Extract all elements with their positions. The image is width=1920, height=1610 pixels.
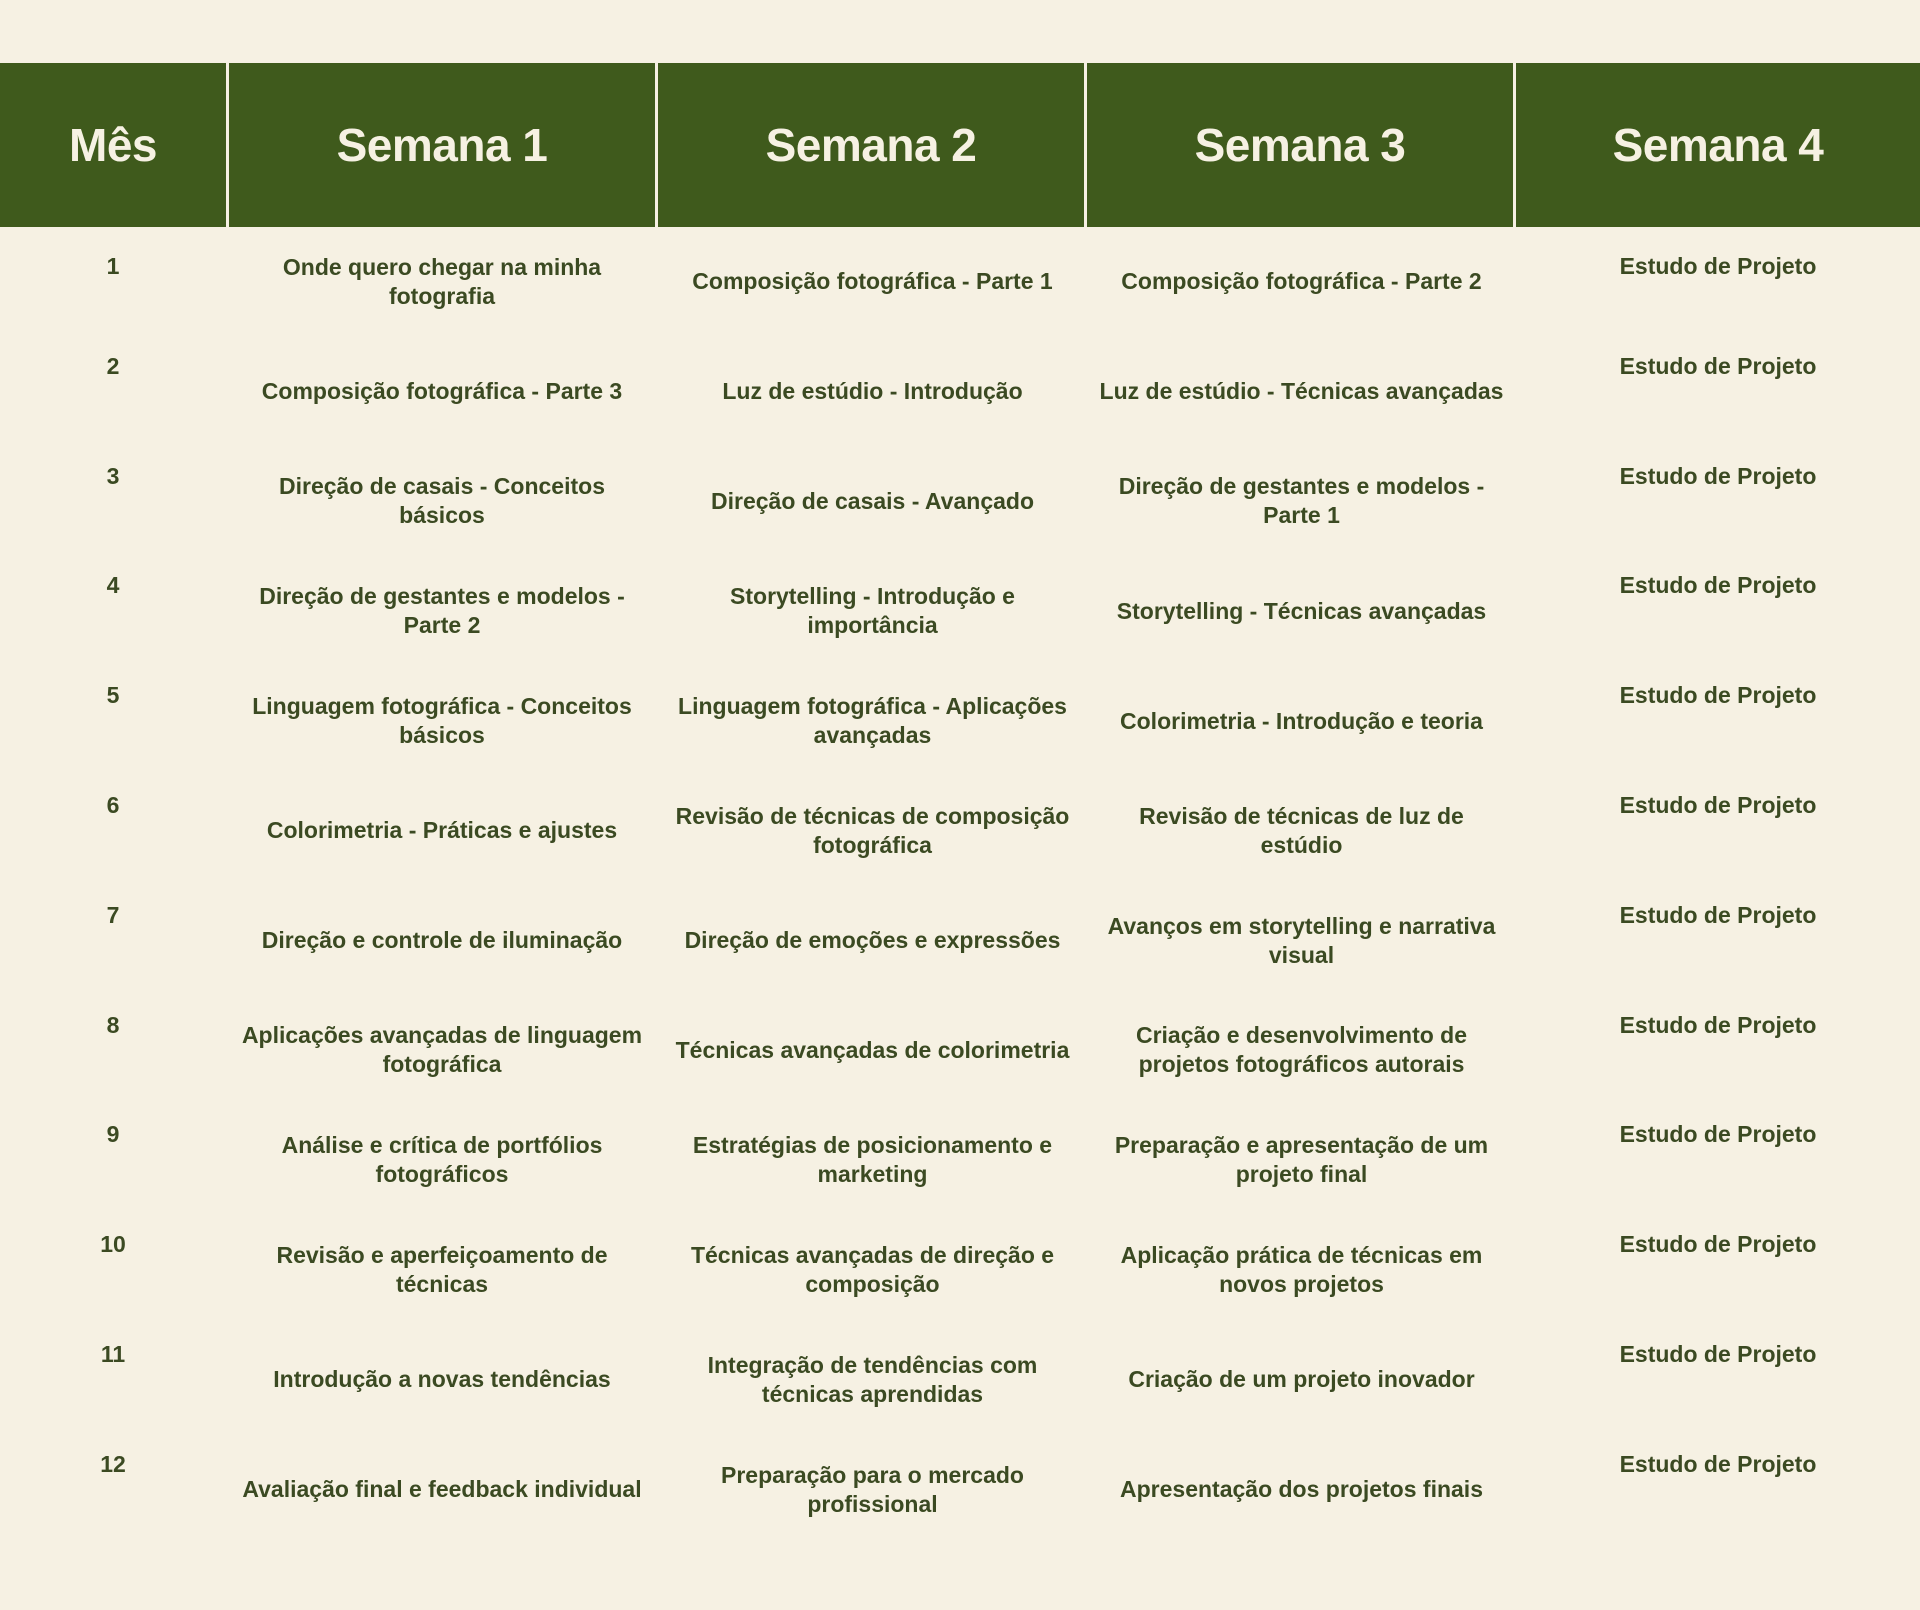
header-week-2: Semana 2 — [765, 119, 977, 171]
month-cell: 3 — [106, 462, 120, 489]
week-1-cell: Revisão e aperfeiçoamento de técnicas — [276, 1242, 608, 1298]
week-1-cell: Colorimetria - Práticas e ajustes — [266, 817, 618, 844]
header-week-4: Semana 4 — [1612, 119, 1824, 171]
week-4-cell: Estudo de Projeto — [1619, 1121, 1817, 1148]
week-3-cell: Aplicação prática de técnicas em novos projetos — [1120, 1242, 1483, 1298]
week-3-cell: Colorimetria - Introdução e teoria — [1120, 707, 1483, 734]
month-cell: 6 — [106, 791, 120, 818]
week-2-cell: Revisão de técnicas de composição fotográfica — [675, 802, 1070, 858]
table-row — [0, 447, 1920, 557]
schedule-table — [0, 63, 1920, 1545]
month-cell: 5 — [106, 682, 120, 709]
header-week-3: Semana 3 — [1194, 119, 1406, 171]
week-3-cell: Criação de um projeto inovador — [1128, 1366, 1475, 1393]
week-4-cell: Estudo de Projeto — [1619, 682, 1817, 709]
week-1-cell: Direção e controle de iluminação — [261, 927, 623, 954]
week-3-cell: Direção de gestantes e modelos - Parte 1 — [1118, 473, 1485, 529]
table-row — [0, 666, 1920, 776]
week-2-cell: Direção de emoções e expressões — [684, 927, 1061, 954]
week-2-cell: Linguagem fotográfica - Aplicações avançadas — [678, 693, 1067, 749]
week-1-cell: Direção de casais - Conceitos básicos — [279, 473, 605, 529]
week-4-cell: Estudo de Projeto — [1619, 901, 1817, 928]
month-cell: 9 — [106, 1121, 120, 1148]
month-cell: 7 — [106, 901, 120, 928]
table-body — [0, 227, 1920, 1545]
month-cell: 4 — [106, 572, 120, 599]
month-cell: 2 — [106, 352, 120, 379]
table-header — [0, 63, 1920, 227]
week-3-cell: Criação e desenvolvimento de projetos fotográficos autorais — [1135, 1022, 1468, 1078]
week-4-cell: Estudo de Projeto — [1619, 462, 1817, 489]
week-1-cell: Introdução a novas tendências — [273, 1366, 611, 1393]
month-cell: 11 — [100, 1340, 126, 1367]
week-2-cell: Integração de tendências com técnicas aprendidas — [707, 1351, 1038, 1407]
week-4-cell: Estudo de Projeto — [1619, 1011, 1817, 1038]
week-3-cell: Storytelling - Técnicas avançadas — [1116, 597, 1487, 624]
week-2-cell: Preparação para o mercado profissional — [721, 1461, 1024, 1517]
week-2-cell: Luz de estúdio - Introdução — [722, 378, 1023, 405]
week-1-cell: Avaliação final e feedback individual — [242, 1476, 642, 1503]
week-1-cell: Composição fotográfica - Parte 3 — [261, 378, 623, 405]
week-4-cell: Estudo de Projeto — [1619, 572, 1817, 599]
week-3-cell: Preparação e apresentação de um projeto final — [1114, 1132, 1489, 1188]
table-row — [0, 337, 1920, 447]
month-cell: 10 — [100, 1231, 126, 1258]
week-1-cell: Linguagem fotográfica - Conceitos básicos — [252, 693, 632, 749]
week-1-cell: Onde quero chegar na minha fotografia — [282, 253, 602, 309]
month-cell: 1 — [106, 253, 120, 279]
week-4-cell: Estudo de Projeto — [1619, 253, 1817, 279]
table-row — [0, 1325, 1920, 1435]
week-4-cell: Estudo de Projeto — [1619, 352, 1817, 379]
week-2-cell: Técnicas avançadas de direção e composição — [690, 1242, 1055, 1298]
week-2-cell: Estratégias de posicionamento e marketing — [692, 1132, 1053, 1188]
week-3-cell: Composição fotográfica - Parte 2 — [1121, 268, 1482, 295]
week-3-cell: Apresentação dos projetos finais — [1120, 1476, 1483, 1503]
week-4-cell: Estudo de Projeto — [1619, 1450, 1817, 1477]
week-3-cell: Avanços em storytelling e narrativa visual — [1107, 912, 1496, 968]
table-row — [0, 1215, 1920, 1325]
week-4-cell: Estudo de Projeto — [1619, 1340, 1817, 1367]
week-3-cell: Luz de estúdio - Técnicas avançadas — [1099, 378, 1504, 405]
week-2-cell: Direção de casais - Avançado — [711, 487, 1034, 514]
week-1-cell: Análise e crítica de portfólios fotográficos — [281, 1132, 603, 1188]
week-4-cell: Estudo de Projeto — [1619, 1231, 1817, 1258]
table-row — [0, 996, 1920, 1106]
table-row — [0, 1435, 1920, 1545]
week-1-cell: Direção de gestantes e modelos - Parte 2 — [259, 583, 625, 639]
table-row — [0, 1105, 1920, 1215]
week-2-cell: Storytelling - Introdução e importância — [730, 583, 1015, 639]
header-month: Mês — [69, 119, 157, 171]
table-row — [0, 776, 1920, 886]
week-2-cell: Composição fotográfica - Parte 1 — [692, 268, 1053, 295]
table-row — [0, 227, 1920, 337]
week-2-cell: Técnicas avançadas de colorimetria — [675, 1036, 1070, 1063]
month-cell: 8 — [106, 1011, 120, 1038]
week-3-cell: Revisão de técnicas de luz de estúdio — [1139, 802, 1464, 858]
week-1-cell: Aplicações avançadas de linguagem fotográfica — [241, 1022, 643, 1078]
table-row — [0, 886, 1920, 996]
month-cell: 12 — [100, 1450, 126, 1477]
header-week-1: Semana 1 — [336, 119, 548, 171]
week-4-cell: Estudo de Projeto — [1619, 791, 1817, 818]
table-row — [0, 556, 1920, 666]
